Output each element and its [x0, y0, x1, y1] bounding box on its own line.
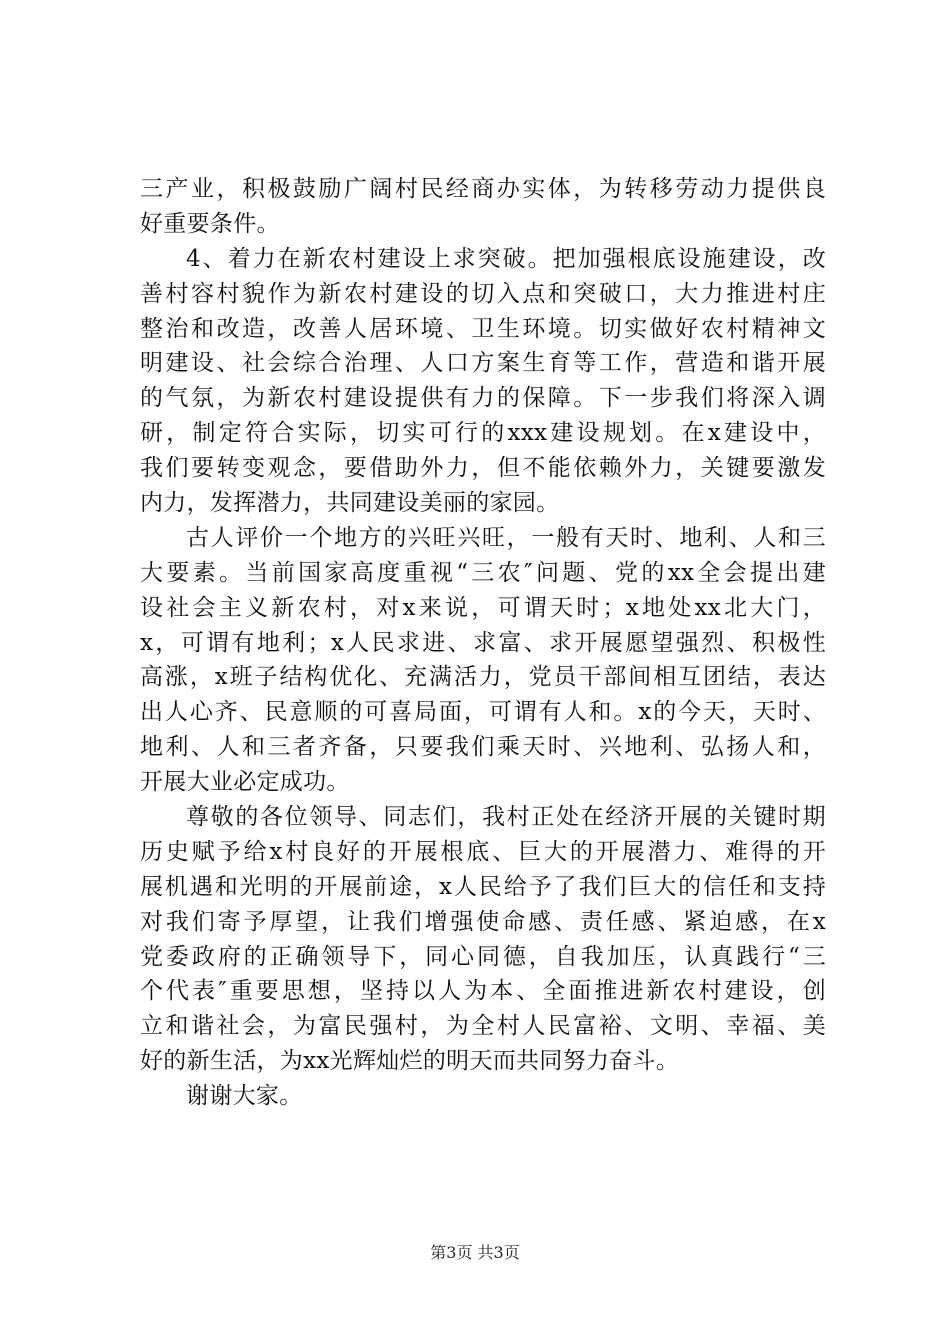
text-line: 古人评价一个地方的兴旺兴旺，一般有天时、地利、人和三	[186, 524, 826, 551]
text-line: x，可谓有地利；x人民求进、求富、求开展愿望强烈、积极性	[140, 629, 826, 656]
text-line: 研，制定符合实际，切实可行的xxx建设规划。在x建设中，	[140, 420, 826, 447]
text-line: 出人心齐、民意顺的可喜局面，可谓有人和。x的今天，天时、	[140, 699, 826, 726]
text-line: 内力，发挥潜力，共同建设美丽的家园。	[140, 490, 560, 517]
text-line: 高涨，x班子结构优化、充满活力，党员干部间相互团结，表达	[140, 664, 826, 691]
text-line: 三产业，积极鼓励广阔村民经商办实体，为转移劳动力提供良	[140, 176, 826, 202]
text-line: 历史赋予给x村良好的开展根底、巨大的开展潜力、难得的开	[140, 838, 826, 865]
text-line: 地利、人和三者齐备，只要我们乘天时、兴地利、弘扬人和，	[140, 734, 826, 761]
text-line: 开展大业必定成功。	[140, 769, 350, 796]
text-line: 4、着力在新农村建设上求突破。把加强根底设施建设，改	[186, 245, 826, 272]
text-line: 整治和改造，改善人居环境、卫生环境。切实做好农村精神文	[140, 315, 826, 342]
text-line: 个代表″重要思想，坚持以人为本、全面推进新农村建设，创	[140, 978, 826, 1005]
page-number: 第3页 共3页	[430, 1243, 520, 1262]
text-line: 设社会主义新农村，对x来说，可谓天时；x地处xx北大门，	[140, 594, 826, 621]
text-line: 对我们寄予厚望，让我们增强使命感、责任感、紧迫感，在x	[140, 908, 826, 935]
text-line: 立和谐社会，为富民强村，为全村人民富裕、文明、幸福、美	[140, 1013, 826, 1040]
text-line: 的气氛，为新农村建设提供有力的保障。下一步我们将深入调	[140, 385, 826, 412]
text-line: 好重要条件。	[140, 210, 280, 237]
text-line: 谢谢大家。	[186, 1083, 303, 1110]
text-line: 党委政府的正确领导下，同心同德，自我加压，认真践行“三	[140, 943, 826, 970]
text-line: 善村容村貌作为新农村建设的切入点和突破口，大力推进村庄	[140, 280, 826, 307]
document-body	[140, 172, 826, 1114]
text-line: 展机遇和光明的开展前途，x人民给予了我们巨大的信任和支持	[140, 873, 826, 900]
text-line: 大要素。当前国家高度重视“三农″问题、党的xx全会提出建	[140, 559, 826, 586]
text-line: 尊敬的各位领导、同志们，我村正处在经济开展的关键时期	[186, 804, 826, 831]
text-line: 明建设、社会综合治理、人口方案生育等工作，营造和谐开展	[140, 350, 826, 377]
text-line: 好的新生活，为xx光辉灿烂的明天而共同努力奋斗。	[140, 1048, 680, 1075]
text-line: 我们要转变观念，要借助外力，但不能依赖外力，关键要激发	[140, 455, 826, 482]
